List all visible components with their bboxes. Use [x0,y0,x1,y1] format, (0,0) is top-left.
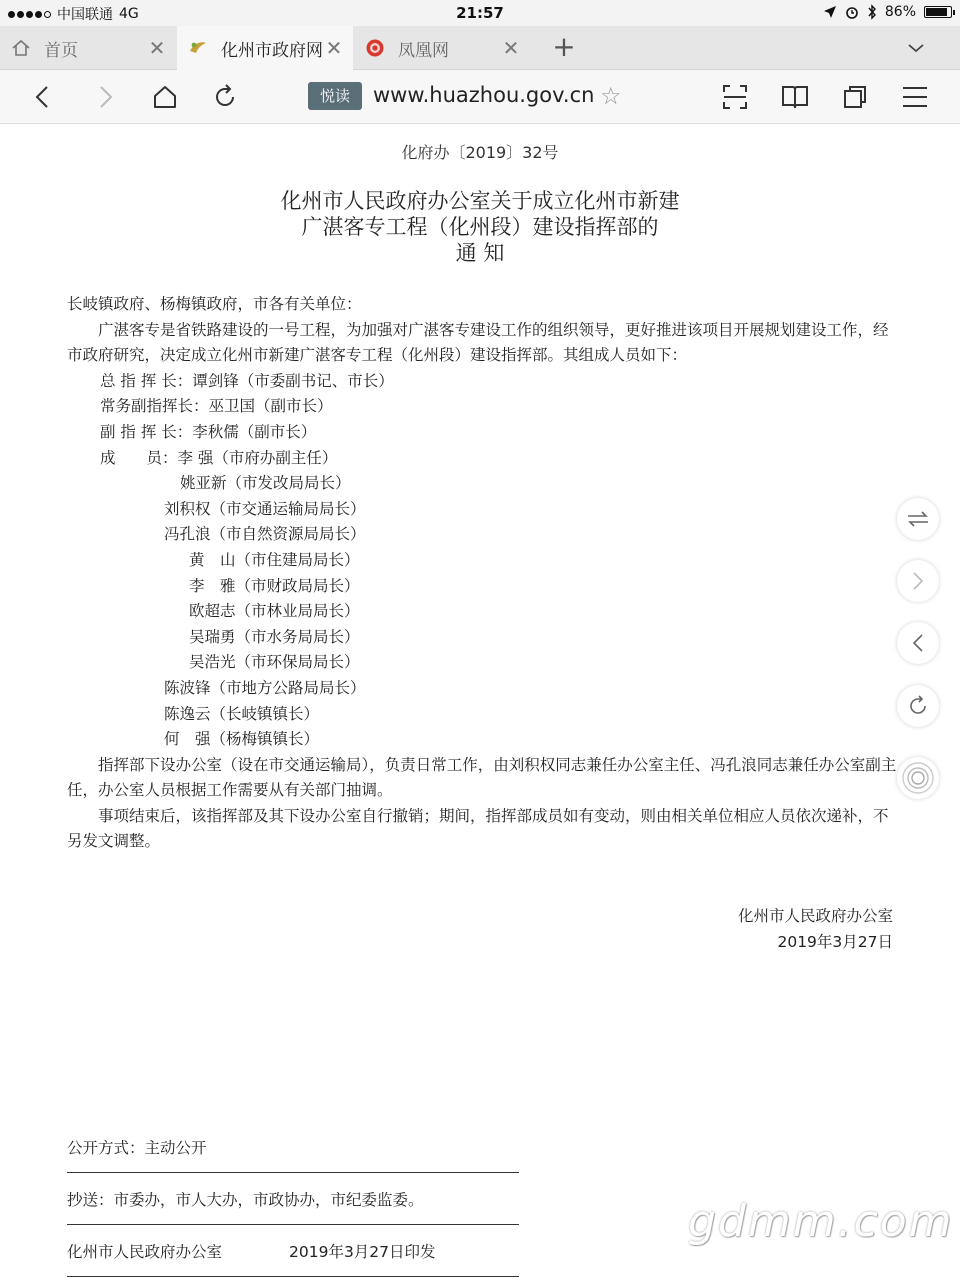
back-button[interactable] [28,82,58,112]
new-tab-button[interactable]: + [552,30,576,63]
page-back-button[interactable] [897,622,939,664]
document-body [67,292,897,855]
salutation: 长岐镇政府、杨梅镇政府，市各有关单位： [67,295,362,313]
member-line: 黄 山（市住建局局长） [189,550,360,569]
ifeng-favicon [364,37,386,59]
close-tab-icon[interactable]: ✕ [502,36,520,60]
footer-divider [67,1276,519,1277]
bookmark-star-icon[interactable]: ☆ [600,82,622,110]
alarm-icon [845,5,859,19]
print-organization: 化州市人民政府办公室 [67,1243,223,1261]
chevron-down-icon[interactable] [906,38,926,58]
carrier-name: 中国联通 [57,7,113,23]
scan-button[interactable] [720,82,750,112]
bluetooth-icon [867,4,877,20]
swap-page-button[interactable] [897,498,939,540]
document-page [0,124,960,1280]
member-line: 吴瑞勇（市水务局局长） [189,627,360,646]
signature-block [738,904,893,955]
refresh-icon [212,84,238,110]
member-line: 陈波锋（市地方公路局局长） [164,678,366,697]
network-type: 4G [119,6,139,22]
commander-line: 总 指 挥 长：谭剑锋（市委副书记、市长） [100,371,394,390]
navigation-toolbar [0,70,960,124]
tab-strip [0,26,960,70]
tab-label: 化州市政府网 [221,40,323,61]
tab-home[interactable] [0,26,176,70]
print-line [67,1240,519,1262]
member-line: 何 强（杨梅镇镇长） [164,730,320,749]
chevron-right-icon [911,571,925,591]
chevron-right-icon [95,85,115,109]
chevron-left-icon [911,633,925,653]
sign-date: 2019年3月27日 [777,932,893,951]
member-line: 冯孔浪（市自然资源局局长） [164,525,366,544]
book-icon [781,84,809,110]
member-line: 李 雅（市财政局局长） [189,576,360,595]
home-icon [10,37,32,59]
page-forward-button[interactable] [897,560,939,602]
clock: 21:57 [456,4,504,22]
floating-home-button[interactable] [897,757,939,799]
battery-icon [924,6,952,18]
member-line: 吴浩光（市环保局局长） [189,653,360,672]
closing-paragraph: 事项结束后，该指挥部及其下设办公室自行撤销；期间，指挥部成员如有变动，则由相关单位相应人员依次递补，不另发文调整。 [67,806,889,851]
member-first-line: 成 员：李 强（市府办副主任） [100,448,338,467]
cc-line: 抄送：市委办，市人大办，市政协办，市纪委监委。 [67,1191,424,1209]
refresh-button[interactable] [210,82,240,112]
print-block [67,1240,519,1277]
location-arrow-icon [823,5,837,19]
cc-block [67,1188,519,1225]
close-tab-icon[interactable]: ✕ [325,36,343,60]
refresh-icon [907,695,929,717]
site-favicon [187,37,209,59]
tab-label: 凤凰网 [398,40,449,61]
tab-huazhou-gov[interactable] [177,26,353,70]
deputy-line: 副 指 挥 长：李秋儒（副市长） [100,422,317,441]
member-line: 欧超志（市林业局局长） [189,602,360,621]
exec-deputy-line: 常务副指挥长：巫卫国（副市长） [100,397,333,416]
page-refresh-button[interactable] [897,685,939,727]
print-date: 2019年3月27日印发 [289,1243,436,1261]
document-number: 化府办〔2019〕32号 [401,143,559,162]
title-line: 通 知 [455,241,505,265]
hamburger-menu-icon [902,86,928,108]
windows-icon [842,84,868,110]
member-line: 刘积权（市交通运输局局长） [164,499,366,518]
document-title [0,188,960,266]
tab-ifeng[interactable] [354,26,530,70]
title-line: 化州市人民政府办公室关于成立化州市新建 [280,189,680,213]
watermark: gdmm.com [688,1196,954,1247]
concentric-circle-icon [901,761,935,795]
home-icon [152,84,178,110]
title-line: 广湛客专工程（化州段）建设指挥部的 [301,215,659,239]
close-tab-icon[interactable]: ✕ [148,36,166,60]
status-bar [0,0,960,26]
address-bar[interactable]: www.huazhou.gov.cn [373,83,595,107]
home-button[interactable] [150,82,180,112]
publish-mode-block [67,1136,519,1173]
office-paragraph: 指挥部下设办公室（设在市交通运输局），负责日常工作，由刘积权同志兼任办公室主任、冯孔浪同志兼任办公室副主任，办公室人员根据工作需要从有关部门抽调。 [67,755,897,800]
reader-mode-button[interactable]: 悦读 [308,82,362,110]
chevron-left-icon [33,85,53,109]
member-line: 姚亚新（市发改局局长） [180,474,351,493]
bookmarks-button[interactable] [780,82,810,112]
sign-organization: 化州市人民政府办公室 [737,907,893,925]
tab-label: 首页 [44,40,78,61]
footer-divider [67,1224,519,1225]
tabs-overview-button[interactable] [840,82,870,112]
footer-divider [67,1172,519,1173]
member-line: 陈逸云（长岐镇镇长） [164,704,320,723]
intro-paragraph: 广湛客专是省铁路建设的一号工程，为加强对广湛客专建设工作的组织领导，更好推进该项目开展规划建设工作，经市政府研究，决定成立化州市新建广湛客专工程（化州段）建设指挥部。其组成人员如下： [67,320,889,365]
battery-percent: 86% [884,4,916,20]
menu-button[interactable] [900,82,930,112]
publish-mode: 公开方式：主动公开 [67,1139,207,1157]
forward-button[interactable] [90,82,120,112]
scan-icon [722,84,748,110]
swap-arrows-icon [906,510,930,528]
